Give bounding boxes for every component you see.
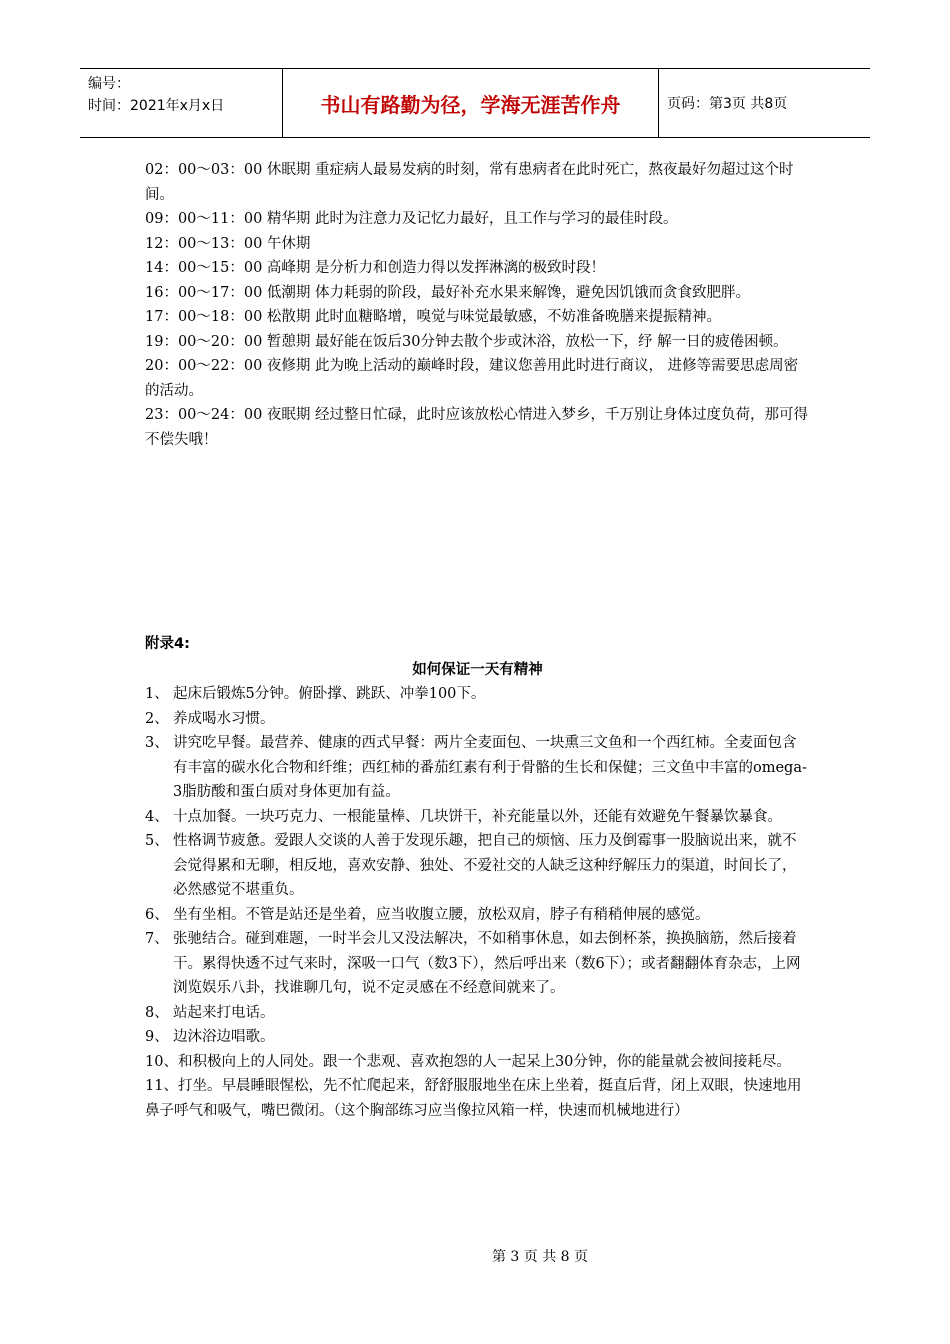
item-number: 9、: [145, 1029, 169, 1045]
section-title: 如何保证一天有精神: [412, 662, 543, 678]
list-item: [145, 1074, 810, 1123]
item-number: 4、: [145, 808, 169, 825]
item-number: 5、: [145, 833, 169, 849]
item-text: 打坐。早晨睡眼惺松，先不忙爬起来，舒舒服服地坐在床上坐着，挺直后背，闭上双眼，快速地用鼻子呼气和吸气，嘴巴微闭。（这个胸部练习应当像拉风箱一样，快速而机械地进行）: [145, 1078, 802, 1119]
page-header: [80, 68, 870, 138]
time-label: 时间：2021年x月x日: [88, 98, 225, 114]
list-item: [145, 1001, 810, 1026]
header-motto-cell: [283, 69, 659, 137]
item-text: 十点加餐。一块巧克力、一根能量棒、几块饼干，补充能量以外，还能有效避免午餐暴饮暴食。: [173, 808, 782, 825]
item-number: 11、: [145, 1078, 178, 1094]
item-number: 2、: [145, 710, 169, 727]
item-number: 10、: [145, 1053, 178, 1070]
header-page-code: 页码：第3页 共8页: [667, 96, 788, 112]
schedule-list: [145, 158, 810, 452]
item-number: 7、: [145, 931, 169, 947]
item-text: 站起来打电话。: [173, 1004, 275, 1021]
item-text: 和积极向上的人同处。跟一个悲观、喜欢抱怨的人一起呆上30分钟，你的能量就会被间接耗尽。: [177, 1053, 791, 1070]
item-number: 8、: [145, 1004, 169, 1021]
item-text: 坐有坐相。不管是站还是坐着，应当收腹立腰，放松双肩，脖子有稍稍伸展的感觉。: [173, 906, 710, 923]
item-text: 边沐浴边唱歌。: [173, 1029, 275, 1045]
schedule-line: 09：00～11：00 精华期 此时为注意力及记忆力最好，且工作与学习的最佳时段。: [145, 211, 678, 227]
list-item: [145, 927, 810, 1001]
list-item: [145, 829, 810, 903]
list-item: [145, 682, 810, 707]
item-text: 养成喝水习惯。: [173, 710, 275, 727]
header-meta: [80, 69, 283, 137]
item-number: 6、: [145, 906, 169, 923]
item-text: 张驰结合。碰到难题，一时半会儿又没法解决，不如稍事休息，如去倒杯茶，换换脑筋，然后接着干。累得快透不过气来时，深吸一口气（数3下），然后呼出来（数6下）；或者翻翻体育杂志，上网浏览娱乐八卦，找谁聊几句，说不定灵感在不经意间就来了。: [173, 931, 801, 996]
schedule-line: 16：00～17：00 低潮期 体力耗弱的阶段，最好补充水果来解馋，避免因饥饿而贪食致肥胖。: [145, 284, 751, 301]
schedule-line: 19：00～20：00 暂憩期 最好能在饭后30分钟去散个步或沐浴，放松一下，纾 解一日的疲倦困顿。: [145, 333, 788, 350]
page-footer: 第 3 页 共 8 页: [491, 1249, 589, 1265]
item-number: 1、: [145, 686, 169, 702]
list-item: [145, 1050, 810, 1075]
list-item: [145, 731, 810, 805]
header-motto: 书山有路勤为径，学海无涯苦作舟: [320, 92, 621, 117]
item-text: 讲究吃早餐。最营养、健康的西式早餐：两片全麦面包、一块熏三文鱼和一个西红柿。全麦面包含有丰富的碳水化合物和纤维；西红柿的番茄红素有利于骨骼的生长和保健；三文鱼中丰富的omega-3脂肪酸和蛋白质对身体更加有益。: [173, 735, 807, 800]
schedule-line: 23：00～24：00 夜眠期 经过整日忙碌，此时应该放松心情进入梦乡，千万别让身体过度负荷，那可得不偿失哦！: [145, 407, 809, 448]
list-item: [145, 1025, 810, 1050]
schedule-line: 02：00～03：00 休眠期 重症病人最易发病的时刻，常有患病者在此时死亡，熬夜最好勿超过这个时间。: [145, 162, 794, 203]
item-text: 性格调节疲惫。爱跟人交谈的人善于发现乐趣，把自己的烦恼、压力及倒霉事一股脑说出来，就不会觉得累和无聊，相反地，喜欢安静、独处、不爱社交的人缺乏这种纾解压力的渠道，时间长了，必然感觉不堪重负。: [173, 833, 797, 898]
schedule-line: 17：00～18：00 松散期 此时血糖略增，嗅觉与味觉最敏感，不妨准备晚膳来提振精神。: [145, 309, 722, 325]
schedule-line: 14：00～15：00 高峰期 是分析力和创造力得以发挥淋漓的极致时段！: [145, 260, 606, 276]
number-label: 编号：: [88, 76, 130, 92]
schedule-line: 20：00～22：00 夜修期 此为晚上活动的巅峰时段，建议您善用此时进行商议， 进修等需要思虑周密的活动。: [145, 358, 799, 399]
tips-list: [145, 682, 810, 1123]
appendix-label: 附录4:: [145, 636, 190, 652]
list-item: [145, 805, 810, 830]
item-text: 起床后锻炼5分钟。俯卧撑、跳跃、冲拳100下。: [173, 686, 486, 702]
list-item: [145, 903, 810, 928]
item-number: 3、: [145, 735, 169, 751]
schedule-line: 12：00～13：00 午休期: [145, 235, 311, 252]
list-item: [145, 707, 810, 732]
